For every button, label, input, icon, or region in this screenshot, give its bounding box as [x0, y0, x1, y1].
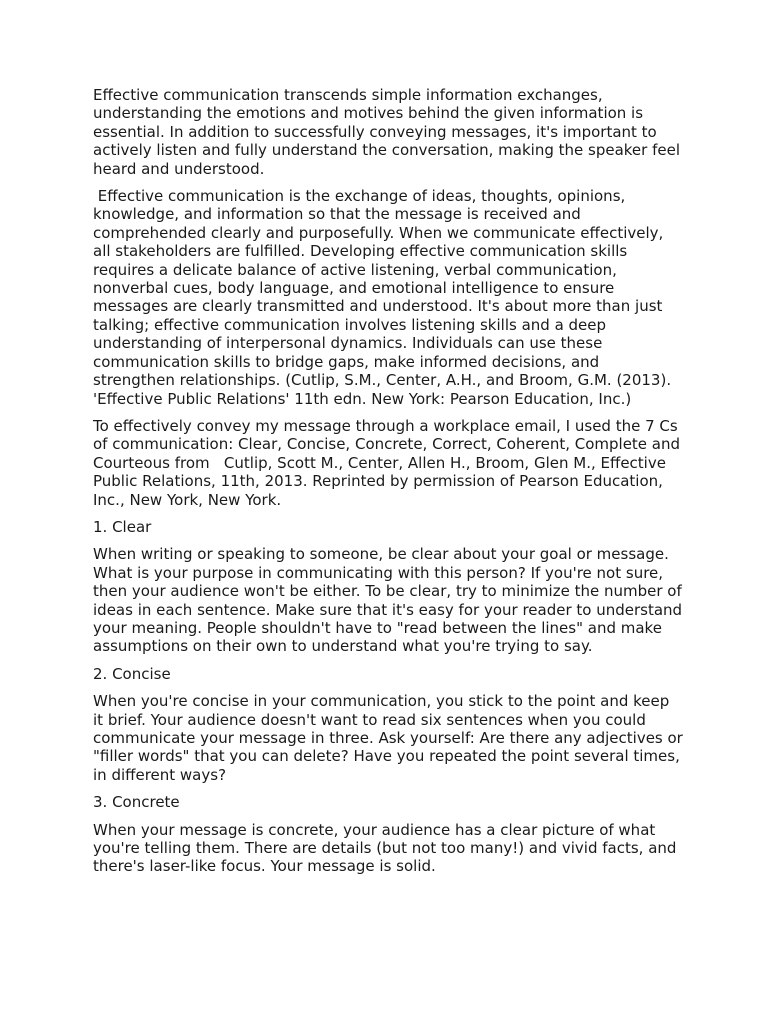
heading-concise: 2. Concise	[93, 664, 171, 683]
heading-concrete: 3. Concrete	[93, 793, 180, 812]
heading-clear: 1. Clear	[93, 517, 152, 536]
paragraph-definition: Effective communication is the exchange of ideas, thoughts, opinions, knowledge, and information so that the message is received and comprehended clearly and purposefully. When we communicate effectively, all stakeholders are fulfilled. Developing effective communication skills requires a delicate balance of active listening, verbal communication, nonverbal cues, body language, and emotional intelligence to ensure messages are clearly transmitted and understood. It's about more than just talking; effective communication involves listening skills and a deep understanding of interpersonal dynamics. Individuals can use these communication skills to bridge gaps, make informed decisions, and strengthen relationships. (Cutlip, S.M., Center, A.H., and Broom, G.M. (2013). 'Effective Public Relations' 11th edn. New York: Pearson Education, Inc.)	[93, 187, 676, 408]
document-page	[93, 86, 688, 885]
paragraph-intro: Effective communication transcends simple information exchanges, understanding the emotions and motives behind the given information is essential. In addition to successfully conveying messages, it's important to actively listen and fully understand the conversation, making the speaker feel heard and understood.	[93, 86, 685, 178]
paragraph-clear: When writing or speaking to someone, be clear about your goal or message. What is your purpose in communicating with this person? If you're not sure, then your audience won't be either. To be clear, try to minimize the number of ideas in each sentence. Make sure that it's easy for your reader to understand your meaning. People shouldn't have to "read between the lines" and make assumptions on their own to understand what you're trying to say.	[93, 545, 687, 656]
paragraph-concise: When you're concise in your communication, you stick to the point and keep it brief. Your audience doesn't want to read six sentences when you could communicate your message in three. Ask yourself: Are there any adjectives or "filler words" that you can delete? Have you repeated the point several times, in different ways?	[93, 692, 688, 784]
paragraph-concrete: When your message is concrete, your audience has a clear picture of what you're telling them. There are details (but not too many!) and vivid facts, and there's laser-like focus. Your message is solid.	[93, 820, 682, 876]
paragraph-seven-cs: To effectively convey my message through a workplace email, I used the 7 Cs of communication: Clear, Concise, Concrete, Correct, Coherent, Complete and Courteous from Cutlip, Scott M., Center, Allen H., Broom, Glen M., Effective Public Relations, 11th, 2013. Reprinted by permission of Pearson Education, Inc., New York, New York.	[93, 416, 685, 509]
